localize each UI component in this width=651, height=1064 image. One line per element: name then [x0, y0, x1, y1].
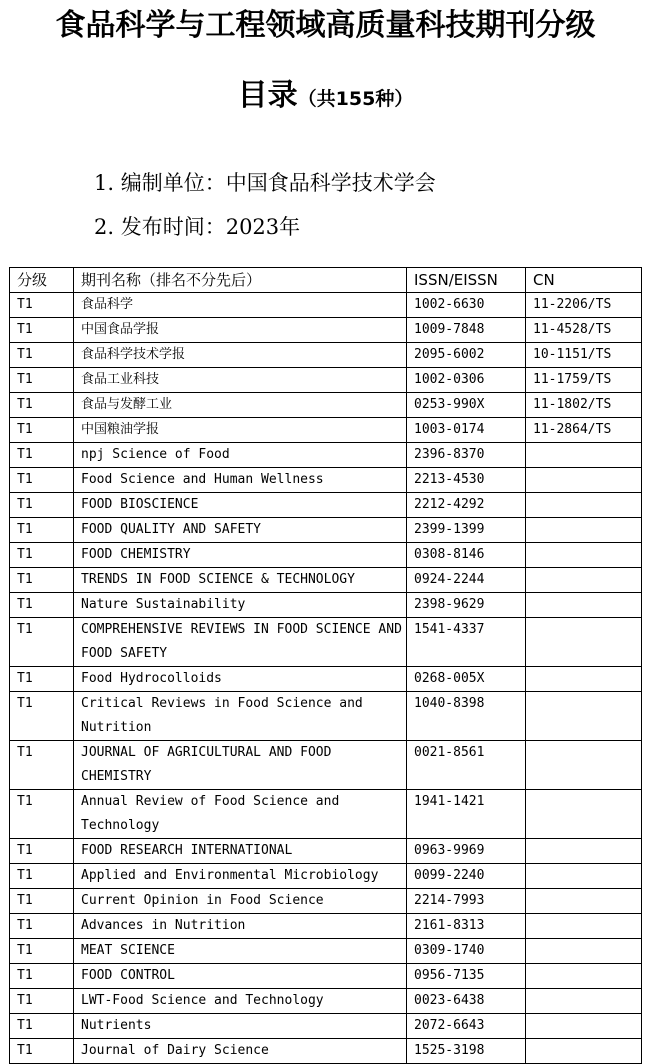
- title-count-note: （共155种）: [297, 88, 414, 110]
- title-main: 目录: [237, 78, 298, 113]
- table-body: [10, 293, 642, 1064]
- cn-cell: [526, 914, 642, 939]
- cn-cell: [526, 568, 642, 593]
- grade-cell: T1: [10, 518, 74, 543]
- table-row: [10, 468, 642, 493]
- issn-cell: 2161-8313: [407, 914, 526, 939]
- journal-name-cell: FOOD BIOSCIENCE: [74, 493, 407, 518]
- issn-cell: 2213-4530: [407, 468, 526, 493]
- table-row: [10, 568, 642, 593]
- journal-name-cell: Annual Review of Food Science and Technology: [74, 790, 407, 839]
- table-row: [10, 493, 642, 518]
- table-row: [10, 989, 642, 1014]
- journal-table: [9, 267, 642, 1064]
- grade-cell: T1: [10, 790, 74, 839]
- journal-name-cell: Food Science and Human Wellness: [74, 468, 407, 493]
- issn-cell: 2398-9629: [407, 593, 526, 618]
- issn-cell: 1002-6630: [407, 293, 526, 318]
- journal-name-cell: Critical Reviews in Food Science and Nutrition: [74, 692, 407, 741]
- cn-cell: [526, 468, 642, 493]
- grade-cell: T1: [10, 443, 74, 468]
- grade-cell: T1: [10, 393, 74, 418]
- journal-name-cell: FOOD CHEMISTRY: [74, 543, 407, 568]
- header-issn: ISSN/EISSN: [407, 268, 526, 293]
- cn-cell: [526, 667, 642, 692]
- table-row: [10, 293, 642, 318]
- table-row: [10, 864, 642, 889]
- journal-name-cell: LWT-Food Science and Technology: [74, 989, 407, 1014]
- issn-cell: 1541-4337: [407, 618, 526, 667]
- grade-cell: T1: [10, 889, 74, 914]
- grade-cell: T1: [10, 964, 74, 989]
- cn-cell: [526, 741, 642, 790]
- journal-name-cell: 中国粮油学报: [74, 418, 407, 443]
- journal-name-cell: Journal of Dairy Science: [74, 1039, 407, 1064]
- grade-cell: T1: [10, 418, 74, 443]
- issn-cell: 0924-2244: [407, 568, 526, 593]
- journal-name-cell: npj Science of Food: [74, 443, 407, 468]
- header-cn: CN: [526, 268, 642, 293]
- cn-cell: [526, 692, 642, 741]
- cn-cell: 11-1759/TS: [526, 368, 642, 393]
- table-row: [10, 618, 642, 667]
- table-row: [10, 443, 642, 468]
- cn-cell: [526, 618, 642, 667]
- journal-name-cell: FOOD CONTROL: [74, 964, 407, 989]
- journal-name-cell: FOOD QUALITY AND SAFETY: [74, 518, 407, 543]
- issn-cell: 0963-9969: [407, 839, 526, 864]
- issn-cell: 2072-6643: [407, 1014, 526, 1039]
- issn-cell: 0099-2240: [407, 864, 526, 889]
- grade-cell: T1: [10, 864, 74, 889]
- issn-cell: 1009-7848: [407, 318, 526, 343]
- table-row: [10, 790, 642, 839]
- cn-cell: 11-4528/TS: [526, 318, 642, 343]
- journal-name-cell: 食品与发酵工业: [74, 393, 407, 418]
- header-grade: 分级: [10, 268, 74, 293]
- cn-cell: [526, 889, 642, 914]
- issn-cell: 2396-8370: [407, 443, 526, 468]
- grade-cell: T1: [10, 468, 74, 493]
- cn-cell: [526, 493, 642, 518]
- table-row: [10, 939, 642, 964]
- grade-cell: T1: [10, 543, 74, 568]
- cn-cell: [526, 1039, 642, 1064]
- table-row: [10, 741, 642, 790]
- table-row: [10, 543, 642, 568]
- journal-name-cell: 食品科学: [74, 293, 407, 318]
- journal-name-cell: 食品工业科技: [74, 368, 407, 393]
- grade-cell: T1: [10, 593, 74, 618]
- issn-cell: 0268-005X: [407, 667, 526, 692]
- issn-cell: 1525-3198: [407, 1039, 526, 1064]
- cn-cell: [526, 518, 642, 543]
- table-row: [10, 667, 642, 692]
- issn-cell: 0023-6438: [407, 989, 526, 1014]
- cn-cell: [526, 839, 642, 864]
- table-row: [10, 1014, 642, 1039]
- cn-cell: 11-1802/TS: [526, 393, 642, 418]
- table-row: [10, 368, 642, 393]
- issn-cell: 0956-7135: [407, 964, 526, 989]
- cn-cell: [526, 964, 642, 989]
- issn-cell: 1941-1421: [407, 790, 526, 839]
- journal-name-cell: Food Hydrocolloids: [74, 667, 407, 692]
- table-row: [10, 914, 642, 939]
- table-row: [10, 343, 642, 368]
- table-row: [10, 593, 642, 618]
- cn-cell: [526, 443, 642, 468]
- cn-cell: [526, 864, 642, 889]
- journal-name-cell: Nutrients: [74, 1014, 407, 1039]
- cn-cell: [526, 989, 642, 1014]
- table-row: [10, 393, 642, 418]
- table-row: [10, 318, 642, 343]
- table-header-row: [10, 268, 642, 293]
- info-compiler: 1. 编制单位：中国食品科学技术学会: [94, 171, 436, 195]
- issn-cell: 1040-8398: [407, 692, 526, 741]
- journal-name-cell: Advances in Nutrition: [74, 914, 407, 939]
- journal-name-cell: 食品科学技术学报: [74, 343, 407, 368]
- table-row: [10, 692, 642, 741]
- cn-cell: 11-2864/TS: [526, 418, 642, 443]
- journal-name-cell: Applied and Environmental Microbiology: [74, 864, 407, 889]
- journal-name-cell: MEAT SCIENCE: [74, 939, 407, 964]
- table-row: [10, 518, 642, 543]
- cn-cell: [526, 543, 642, 568]
- cn-cell: 11-2206/TS: [526, 293, 642, 318]
- table-row: [10, 839, 642, 864]
- journal-name-cell: FOOD RESEARCH INTERNATIONAL: [74, 839, 407, 864]
- issn-cell: 1003-0174: [407, 418, 526, 443]
- journal-name-cell: 中国食品学报: [74, 318, 407, 343]
- document-title-line2: [0, 74, 651, 122]
- issn-cell: 0309-1740: [407, 939, 526, 964]
- cn-cell: [526, 790, 642, 839]
- grade-cell: T1: [10, 914, 74, 939]
- cn-cell: [526, 1014, 642, 1039]
- grade-cell: T1: [10, 839, 74, 864]
- journal-name-cell: TRENDS IN FOOD SCIENCE & TECHNOLOGY: [74, 568, 407, 593]
- journal-name-cell: JOURNAL OF AGRICULTURAL AND FOOD CHEMISTRY: [74, 741, 407, 790]
- grade-cell: T1: [10, 318, 74, 343]
- grade-cell: T1: [10, 741, 74, 790]
- info-release-date: 2. 发布时间：2023年: [94, 215, 301, 239]
- grade-cell: T1: [10, 618, 74, 667]
- journal-name-cell: COMPREHENSIVE REVIEWS IN FOOD SCIENCE AND FOOD SAFETY: [74, 618, 407, 667]
- header-journal-name: 期刊名称（排名不分先后）: [74, 268, 407, 293]
- cn-cell: 10-1151/TS: [526, 343, 642, 368]
- issn-cell: 2399-1399: [407, 518, 526, 543]
- grade-cell: T1: [10, 989, 74, 1014]
- issn-cell: 0253-990X: [407, 393, 526, 418]
- grade-cell: T1: [10, 1014, 74, 1039]
- table-row: [10, 889, 642, 914]
- issn-cell: 0308-8146: [407, 543, 526, 568]
- grade-cell: T1: [10, 667, 74, 692]
- table-row: [10, 1039, 642, 1064]
- issn-cell: 0021-8561: [407, 741, 526, 790]
- grade-cell: T1: [10, 939, 74, 964]
- grade-cell: T1: [10, 568, 74, 593]
- grade-cell: T1: [10, 368, 74, 393]
- grade-cell: T1: [10, 493, 74, 518]
- table-row: [10, 964, 642, 989]
- grade-cell: T1: [10, 692, 74, 741]
- issn-cell: 2212-4292: [407, 493, 526, 518]
- cn-cell: [526, 593, 642, 618]
- grade-cell: T1: [10, 1039, 74, 1064]
- table-row: [10, 418, 642, 443]
- grade-cell: T1: [10, 293, 74, 318]
- document-title: 食品科学与工程领域高质量科技期刊分级: [55, 8, 596, 43]
- journal-name-cell: Current Opinion in Food Science: [74, 889, 407, 914]
- issn-cell: 2095-6002: [407, 343, 526, 368]
- issn-cell: 2214-7993: [407, 889, 526, 914]
- journal-name-cell: Nature Sustainability: [74, 593, 407, 618]
- cn-cell: [526, 939, 642, 964]
- grade-cell: T1: [10, 343, 74, 368]
- issn-cell: 1002-0306: [407, 368, 526, 393]
